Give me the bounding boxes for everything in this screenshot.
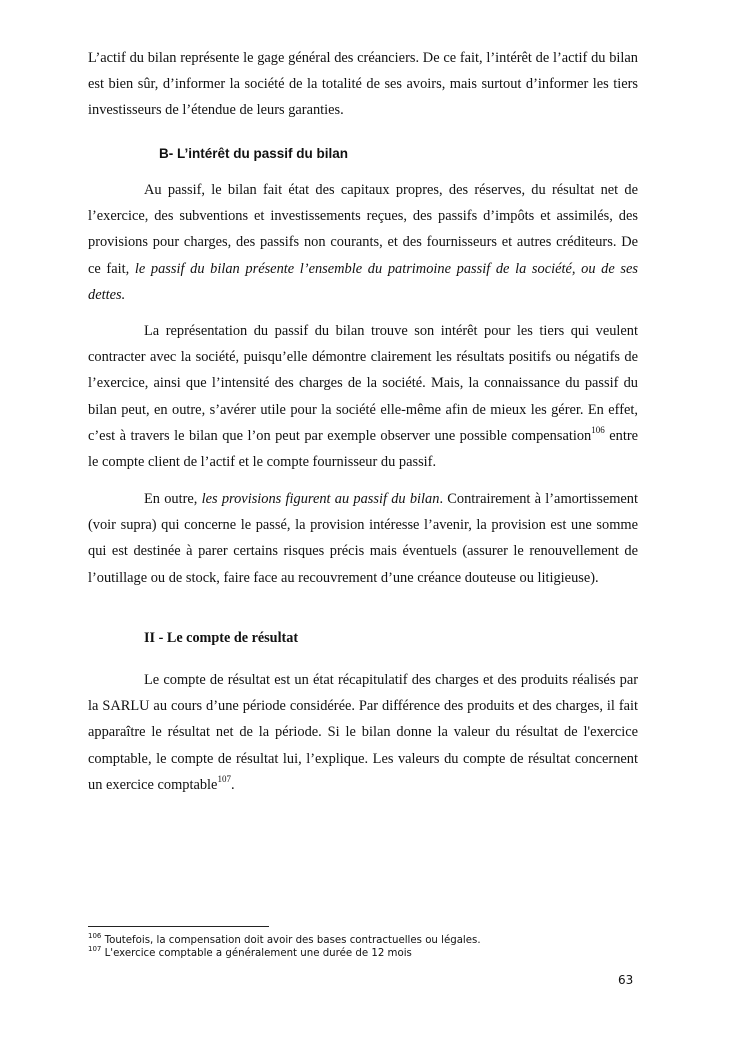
section-heading-ii: II - Le compte de résultat: [144, 630, 299, 646]
footnote-107: $^{107}$ L'exercice comptable a généralement une durée de 12 mois: [88, 944, 412, 959]
page-number: 63: [618, 973, 634, 987]
paragraph-provisions: En outre, les provisions figurent au passif du bilan. Contrairement à l’amortissement (voir supra) qui concerne le passé, la provision intéresse l’avenir, la provision est une somme qui est destinée à parer certains risques précis mais éventuels (assurer le renouvellement de l’outillage ou de stock, faire face au recouvrement d’une créance douteuse ou litigieuse).: [88, 491, 638, 586]
footnote-106: $^{106}$ Toutefois, la compensation doit avoir des bases contractuelles ou légales.: [88, 931, 481, 946]
footnote-ref-106: 106: [591, 425, 605, 436]
footnote-separator: [88, 926, 269, 927]
footnote-ref-107: 107: [217, 774, 231, 785]
section-heading-b: B- L’intérêt du passif du bilan: [159, 146, 349, 161]
paragraph-actif: L’actif du bilan représente le gage général des créanciers. De ce fait, l’intérêt de l’actif du bilan est bien sûr, d’informer la société de la totalité de ses avoirs, mais surtout d’informer les tiers investisseurs de l’étendue de leurs garanties.: [88, 50, 638, 119]
paragraph-representation: La représentation du passif du bilan trouve son intérêt pour les tiers qui veulent contracter avec la société, puisqu’elle démontre clairement les résultats positifs ou négatifs de l’exercice, ainsi que l’intensité des charges de la société. Mais, la connaissance du passif du bilan peut, en outre, s’avérer utile pour la société elle-même afin de mieux les gérer. En effet, c’est à travers le bilan que l’on peut par exemple observer une possible compensation$^{106}$ entre le compte client de l’actif et le compte fournisseur du passif.: [88, 323, 638, 471]
paragraph-compte-resultat: Le compte de résultat est un état récapitulatif des charges et des produits réalisés par la SARLU au cours d’une période considérée. Par différence des produits et des charges, il fait apparaître le résultat net de la période. Si le bilan donne la valeur du résultat de l'exercice comptable, le compte de résultat lui, l’explique. Les valeurs du compte de résultat concernent un exercice comptable$^{107}$.: [88, 672, 638, 793]
paragraph-passif: Au passif, le bilan fait état des capitaux propres, des réserves, du résultat net de l’exercice, des subventions et investissements reçues, des passifs d’impôts et assimilés, des provisions pour charges, des passifs non courants, et des fournisseurs et autres créditeurs. De ce fait, le passif du bilan présente l’ensemble du patrimoine passif de la société, ou de ses dettes.: [88, 182, 638, 303]
